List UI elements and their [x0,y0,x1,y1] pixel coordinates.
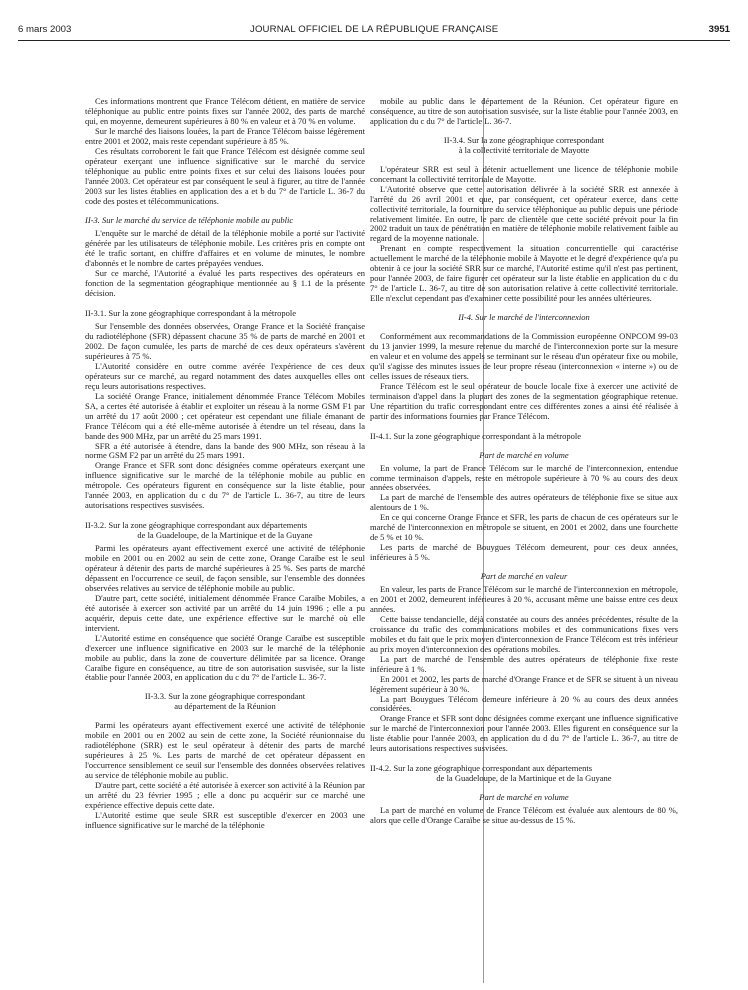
paragraph: L'enquête sur le marché de détail de la téléphonie mobile a porté sur l'activité générée par les utilisateurs de téléphonie mobile. Les critères pris en compte ont été le trafic sortant, en chiffre d'affaires et en volume de minutes, le nombre d'abonnés et le nombre de cartes prépayées vendues. [85,228,365,269]
subsection-heading-text: Part de marché en volume [479,449,569,460]
paragraph: En 2001 et 2002, les parts de marché d'Orange France et de SFR se situent à un niveau légèrement supérieur à 30 %. [370,673,678,694]
paragraph: Orange France et SFR sont donc désignées comme opérateurs exerçant une influence significative sur le marché de la téléphonie mobile au public en métropole. Ces opérateurs figurent en conséquence sur la liste établie, pour l'année 2003, en application du c du 7° de l'article L. 36-7, au titre de leurs autorisations respectives susvisées. [85,460,365,511]
header-date: 6 mars 2003 [18,24,72,35]
paragraph: L'Autorité estime en conséquence que société Orange Caraïbe est susceptible d'exercer une influence significative en 2003 sur le marché de la téléphonie mobile au public, dans la zone de couverture délimitée par sa licence. Orange Caraïbe figure en conséquence, au titre de son autorisation susvisée, sur la liste établie pour l'année 2003, en application du c du 7° de l'article L. 36-7. [85,632,365,683]
paragraph: Sur ce marché, l'Autorité a évalué les parts respectives des opérateurs en fonction de la segmentation géographique mentionnée au § 1.1 de la présente décision. [85,268,365,299]
section-heading: II-3.3. Sur la zone géographique correspondant [144,691,306,702]
section-heading [85,216,365,226]
subsection-heading [370,572,678,582]
subsection-heading-text: Part de marché en valeur [480,571,568,582]
subsection-heading [370,793,678,803]
section-heading: II-3.1. Sur la zone géographique correspondant à la métropole [85,308,297,319]
paragraph: Les parts de marché de Bouygues Télécom demeurent, pour ces deux années, inférieures à 5 %. [370,542,678,563]
section-heading-text: II-3. Sur le marché du service de téléphonie mobile au public [85,215,294,226]
section-heading: II-3.2. Sur la zone géographique correspondant aux départements [85,520,308,531]
section-heading-text: II-4. Sur le marché de l'interconnexion [458,312,590,323]
section-heading: II-4.2. Sur la zone géographique correspondant aux départements [370,763,593,774]
header-title: JOURNAL OFFICIEL DE LA RÉPUBLIQUE FRANÇAISE [250,24,499,35]
subsection-heading-text: Part de marché en volume [479,792,569,803]
section-heading [370,313,678,323]
header-rule [18,40,730,41]
right-column [370,97,678,826]
page-header [18,24,730,38]
paragraph: D'autre part, cette société a été autorisée à exercer son activité à la Réunion par un arrêté du 23 février 1995 ; elle a donc pu acquérir sur ce marché une expérience effective depuis cette date. [85,780,365,810]
paragraph: Sur le marché des liaisons louées, la part de France Télécom baisse légèrement entre 2001 et 2002, mais reste cependant supérieure à 85 %. [85,125,365,146]
paragraph: mobile au public dans le département de la Réunion. Cet opérateur figure en conséquence, au titre de son autorisation susvisée, sur la liste établie pour l'année 2003, en application du c du 7° de l'article L. 36-7. [370,96,678,126]
paragraph: La part de marché de l'ensemble des autres opérateurs de téléphonie fixe se situe aux alentours de 1 %. [370,492,678,513]
section-heading: II-4.1. Sur la zone géographique correspondant à la métropole [370,430,582,441]
section-heading-line2: de la Guadeloupe, de la Martinique et de la Guyane [137,530,313,541]
paragraph: Ces informations montrent que France Télécom détient, en matière de service téléphonique au public entre points fixes sur l'année 2002, des parts de marché qui, en moyenne, demeurent supérieures à 80 % en valeur et à 70 % en volume. [85,96,365,126]
paragraph: Prenant en compte respectivement la situation concurrentielle qui caractérise actuellement le marché de la téléphonie mobile à Mayotte et le degré d'expérience qu'a pu obtenir à ce jour la société SRR sur ce marché, l'Autorité estime qu'il n'est pas pertinent, pour l'année 2003, de faire figurer cet opérateur sur la liste établie en application du c du 7° de l'article L. 36-7, au titre de son autorisation relative à cette collectivité territoriale. Elle n'exclut cependant pas d'examiner cette possibilité pour les années ultérieures. [370,243,678,304]
section-heading-line2: de la Guadeloupe, de la Martinique et de la Guyane [436,773,612,784]
paragraph: En volume, la part de France Télécom sur le marché de l'interconnexion, entendue comme terminaison d'appels, reste en métropole supérieure à 70 % au cours des deux années observées. [370,462,678,493]
paragraph: SFR a été autorisée à étendre, dans la bande des 900 MHz, son réseau à la norme GSM F2 par un arrêté du 25 mars 1991. [85,440,365,461]
paragraph: La société Orange France, initialement dénommée France Télécom Mobiles SA, a certes été autorisée à établir et exploiter un réseau à la norme GSM F1 par un arrêté du 17 août 2000 ; cet opérateur est cependant une filiale émanant de France Télécom qui a été elle-même autorisée à étendre un tel réseau, dans la bande des 900 MHz, par un arrêté du 25 mars 1991. [85,390,365,441]
left-column [85,97,365,831]
subsection-heading [370,451,678,461]
paragraph: La part de marché en volume de France Télécom est évaluée aux alentours de 80 %, alors que celle d'Orange Caraïbe se situe au-dessus de 15 %. [370,805,678,826]
paragraph: L'opérateur SRR est seul à détenir actuellement une licence de téléphonie mobile concernant la collectivité territoriale de Mayotte. [370,163,678,184]
paragraph: France Télécom est le seul opérateur de boucle locale fixe à exercer une activité de terminaison d'appel dans la plupart des zones de la segmentation géographique retenue. Une répartition du trafic correspondant entre ces différentes zones a ainsi été réalisée à partir des informations fournies par France Télécom. [370,380,678,421]
paragraph: Orange France et SFR sont donc désignées comme exerçant une influence significative sur le marché de l'interconnexion pour l'année 2003. Elles figurent en conséquence sur la liste établie pour l'année 2003, en application du d du 7° de l'article L. 36-7, au titre de leurs autorisations respectives susvisées. [370,713,678,754]
section-heading-line2: à la collectivité territoriale de Mayotte [458,144,590,155]
paragraph: Ces résultats corroborent le fait que France Télécom est désignée comme seul opérateur exerçant une influence significative sur le marché du service téléphonique au public entre points fixes et sur celui des liaisons louées pour l'année 2003. Cet opérateur est par conséquent le seul à figurer, au titre de l'année 2003 sur les listes établies en application des a et b du 7° de l'article L. 36-7 du code des postes et télécommunications. [85,145,365,206]
paragraph: Conformément aux recommandations de la Commission européenne ONPCOM 99-03 du 13 janvier 1999, la mesure retenue du marché de l'interconnexion porte sur la mesure en valeur et en volume des appels se terminant sur le réseau d'un opérateur fixe ou mobile, qu'il s'agisse des minutes issues de leur propre réseau (interconnexion « interne ») ou de celles issues de réseaux tiers. [370,331,678,381]
paragraph: Sur l'ensemble des données observées, Orange France et la Société française du radiotéléphone (SFR) dépassent chacune 35 % de parts de marché en 2001 et 2002. De façon cumulée, les parts de marché de ces deux opérateurs s'avèrent supérieures à 75 %. [85,321,365,361]
header-page-number: 3951 [708,24,730,35]
paragraph: Parmi les opérateurs ayant effectivement exercé une activité de téléphonie mobile en 2001 ou en 2002 au sein de cette zone, la Société réunionnaise du radiotéléphone (SRR) est le seul opérateur à détenir des parts de marché supérieures à 25 %. Les parts de marché de cet opérateur dépassent en l'occurrence sensiblement ce seuil sur l'ensemble des données observées relatives au service de téléphonie mobile au public. [85,720,365,781]
paragraph: La part Bouygues Télécom demeure inférieure à 20 % au cours des deux années considérées. [370,693,678,714]
paragraph: L'Autorité estime que seule SRR est susceptible d'exercer en 2003 une influence significative sur le marché de la téléphonie [85,809,365,830]
paragraph: Parmi les opérateurs ayant effectivement exercé une activité de téléphonie mobile en 2001 ou en 2002 au sein de cette zone, Orange Caraïbe est le seul opérateur à détenir des parts de marché supérieures à 25 %. Ses parts de marché dépassent en l'occurrence ce seuil, de façon sensible, sur l'ensemble des données observées relatives au service de téléphonie mobile au public. [85,543,365,593]
paragraph: D'autre part, cette société, initialement dénommée France Caraïbe Mobiles, a été autorisée à exercer son activité par un arrêté du 14 juin 1996 ; elle a pu acquérir, depuis cette date, une expérience effective sur le marché où elle intervient. [85,592,365,633]
paragraph: Cette baisse tendancielle, déjà constatée au cours des années précédentes, résulte de la croissance du trafic des communications mobiles et des communications fixes vers mobiles et du fait que le prix moyen d'interconnexion de France Télécom est très inférieur au prix moyen d'interconnexion des opérations mobiles. [370,613,678,654]
section-heading: II-3.4. Sur la zone géographique correspondant [443,134,605,145]
paragraph: En ce qui concerne Orange France et SFR, les parts de chacun de ces opérateurs sur le marché de l'interconnexion en métropole se situent, en 2001 et 2002, dans une fourchette de 5 % et 10 %. [370,512,678,543]
paragraph: L'Autorité observe que cette autorisation délivrée à la société SRR est annexée à l'arrêté du 26 avril 2001 et que, par conséquent, cet opérateur exerce, dans cette collectivité territoriale, la fourniture du service téléphonique au public depuis une période relativement limitée. En outre, le parc de clientèle que cette société prévoit pour la fin 2002 traduit un taux de pénétration en matière de téléphonie mobile relativement faible au regard de la moyenne nationale. [370,183,678,244]
paragraph: La part de marché de l'ensemble des autres opérateurs de téléphonie fixe reste inférieure à 1 %. [370,653,678,674]
section-heading-line2: au département de la Réunion [174,701,276,712]
paragraph: En valeur, les parts de France Télécom sur le marché de l'interconnexion en métropole, en 2001 et 2002, demeurent inférieures à 20 %, accusant même une baisse entre ces deux années. [370,584,678,614]
paragraph: L'Autorité considère en outre comme avérée l'expérience de ces deux opérateurs sur ce marché, au regard notamment des dates auxquelles elles ont reçu leurs autorisations respectives. [85,360,365,391]
